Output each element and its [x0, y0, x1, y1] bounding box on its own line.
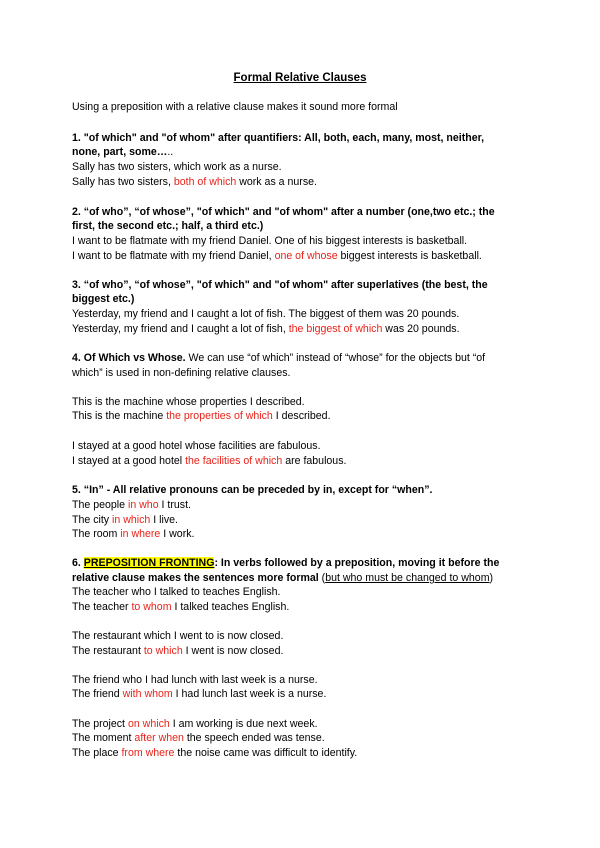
highlighted-term: PREPOSITION FRONTING [83, 557, 215, 569]
intro-text: Using a preposition with a relative clause makes it sound more formal [72, 101, 398, 113]
section-3-example-1: Yesterday, my friend and I caught a lot of fish. The biggest of them was 20 pounds. [72, 308, 460, 320]
section-5-example-1: The people in who I trust. [72, 499, 191, 511]
section-2-heading-cont: first, the second etc.; half, a third etc.) [72, 220, 264, 232]
section-6-heading-cont: relative clause makes the sentences more formal (but who must be changed to whom) [72, 572, 494, 584]
section-3-heading-cont: biggest etc.) [72, 293, 135, 305]
section-6-example-6: The friend with whom I had lunch last week is a nurse. [72, 688, 327, 700]
section-4-example-2: This is the machine the properties of which I described. [72, 410, 331, 422]
section-1-example-2: Sally has two sisters, both of which work as a nurse. [72, 176, 317, 188]
section-6-example-1: The teacher who I talked to teaches English. [72, 586, 281, 598]
section-4-example-4: I stayed at a good hotel the facilities of which are fabulous. [72, 455, 347, 467]
section-3-example-2: Yesterday, my friend and I caught a lot of fish, the biggest of which was 20 pounds. [72, 323, 460, 335]
section-6-example-9: The place from where the noise came was difficult to identify. [72, 747, 358, 759]
section-5-heading: 5. “In” - All relative pronouns can be preceded by in, except for “when”. [72, 484, 433, 496]
section-5-example-3: The room in where I work. [72, 528, 195, 540]
section-1-heading: 1. "of which" and "of whom" after quantifiers: All, both, each, many, most, neither, [72, 132, 485, 144]
section-4-heading: 4. Of Which vs Whose. We can use “of which” instead of “whose” for the objects but “of [72, 352, 486, 364]
section-4-text-cont: which” is used in non-defining relative clauses. [72, 367, 291, 379]
section-6-example-8: The moment after when the speech ended was tense. [72, 732, 325, 744]
section-6-example-3: The restaurant which I went to is now closed. [72, 630, 284, 642]
page-title: Formal Relative Clauses [233, 72, 367, 84]
section-6-example-2: The teacher to whom I talked teaches English. [72, 601, 290, 613]
section-6-example-4: The restaurant to which I went is now closed. [72, 645, 284, 657]
section-3-heading: 3. “of who”, “of whose”, "of which" and "of whom" after superlatives (the best, the [72, 279, 488, 291]
section-5-example-2: The city in which I live. [72, 514, 178, 526]
section-6-heading: 6. PREPOSITION FRONTING: In verbs followed by a preposition, moving it before the [72, 557, 500, 569]
section-6-example-7: The project on which I am working is due next week. [72, 718, 318, 730]
section-1-heading-cont: none, part, some….. [72, 146, 174, 158]
section-6-example-5: The friend who I had lunch with last week is a nurse. [72, 674, 318, 686]
section-2-example-1: I want to be flatmate with my friend Daniel. One of his biggest interests is basketball. [72, 235, 468, 247]
section-2-heading: 2. “of who”, “of whose”, "of which" and "of whom" after a number (one,two etc.; the [72, 206, 495, 218]
section-4-example-3: I stayed at a good hotel whose facilities are fabulous. [72, 440, 321, 452]
section-2-example-2: I want to be flatmate with my friend Daniel, one of whose biggest interests is basketball. [72, 250, 482, 262]
section-4-example-1: This is the machine whose properties I described. [72, 396, 305, 408]
section-1-example-1: Sally has two sisters, which work as a nurse. [72, 161, 282, 173]
